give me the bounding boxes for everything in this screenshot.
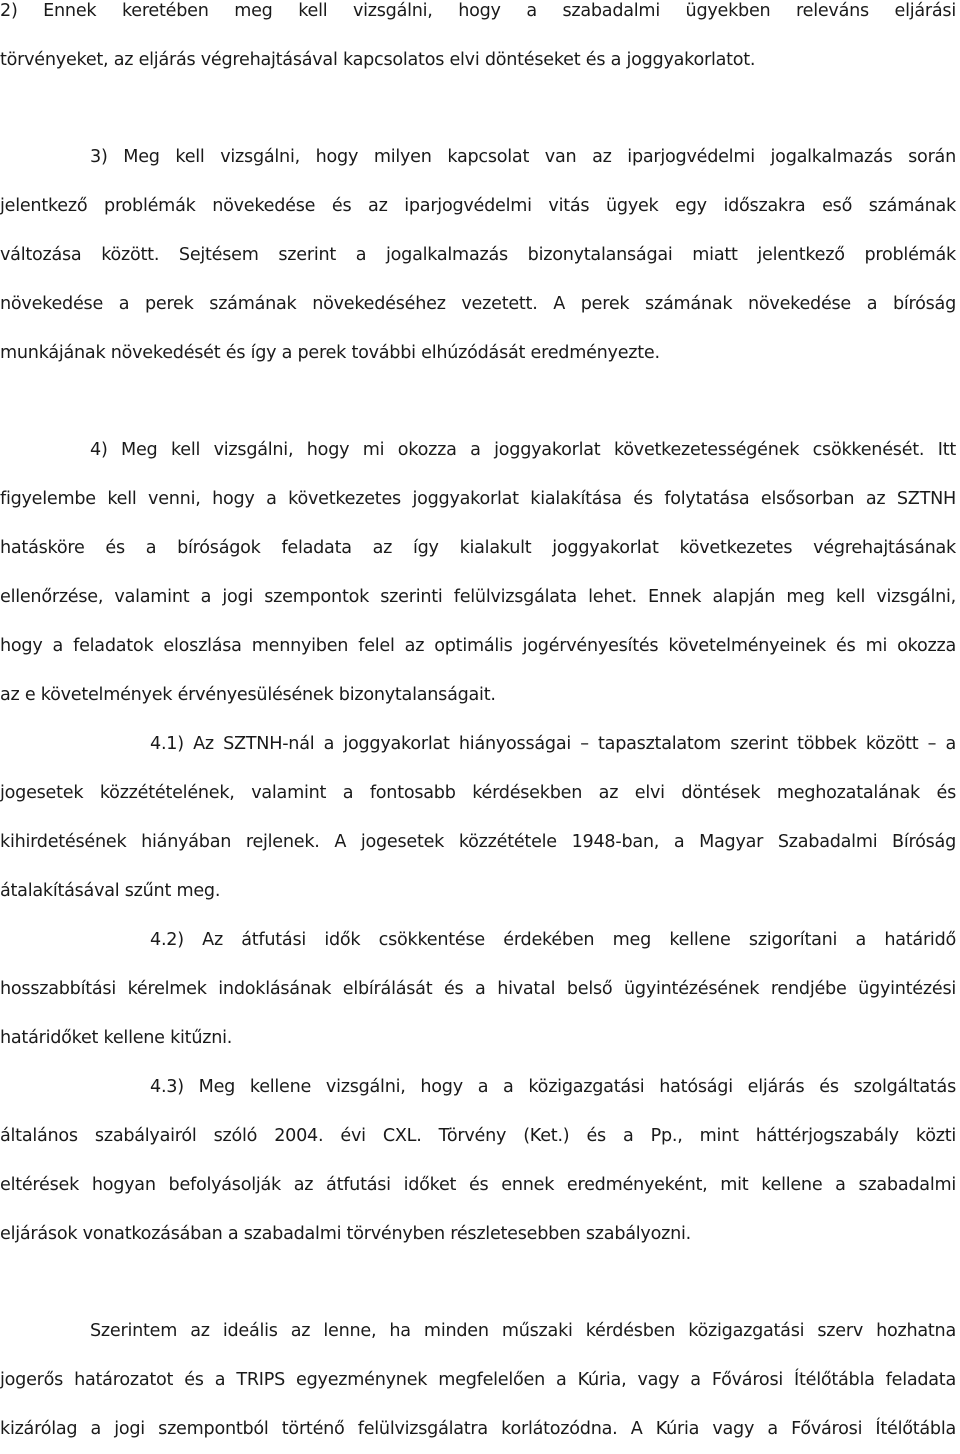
text-line: törvényeket, az eljárás végrehajtásával kapcsolatos elvi döntéseket és a joggyakorlatot. (0, 50, 756, 70)
text-line: munkájának növekedését és így a perek további elhúzódását eredményezte. (0, 343, 660, 363)
text-line: 2) Ennek keretében meg kell vizsgálni, hogy a szabadalmi ügyekben releváns eljárási (0, 1, 956, 21)
text-line: 4.1) Az SZTNH-nál a joggyakorlat hiányosságai – tapasztalatom szerint többek között – a (150, 734, 956, 754)
text-line: hosszabbítási kérelmek indoklásának elbírálását és a hivatal belső ügyintézésének rendjébe ügyintézési (0, 979, 956, 999)
paragraph-3 (0, 133, 956, 378)
text-line: kihirdetésének hiányában rejlenek. A jogesetek közzététele 1948-ban, a Magyar Szabadalmi Bíróság (0, 832, 956, 852)
paragraph-5 (0, 1307, 956, 1454)
text-line: hogy a feladatok eloszlása mennyiben felel az optimális jogérvényesítés követelményeinek és mi okozza (0, 636, 956, 656)
text-line: Szerintem az ideális az lenne, ha minden műszaki kérdésben közigazgatási szerv hozhatna (90, 1321, 956, 1341)
text-line: eltérések hogyan befolyásolják az átfutási időket és ennek eredményeként, mit kellene a szabadalmi (0, 1175, 956, 1195)
paragraph-4-3 (0, 1063, 956, 1259)
paragraph-4-2 (0, 916, 956, 1063)
text-line: hatásköre és a bíróságok feladata az így kialakult joggyakorlat következetes végrehajtásának (0, 538, 956, 558)
text-line: 4.2) Az átfutási idők csökkentése érdekében meg kellene szigorítani a határidő (150, 930, 956, 950)
text-line: általános szabályairól szóló 2004. évi CXL. Törvény (Ket.) és a Pp., mint háttérjogszabály közti (0, 1126, 956, 1146)
text-line: 4) Meg kell vizsgálni, hogy mi okozza a joggyakorlat következetességének csökkenését. Itt (90, 440, 956, 460)
text-line: kizárólag a jogi szempontból történő felülvizsgálatra korlátozódna. A Kúria vagy a Fővárosi Ítélőtábla (0, 1419, 956, 1439)
text-line: átalakításával szűnt meg. (0, 881, 221, 901)
text-line: 4.3) Meg kellene vizsgálni, hogy a a közigazgatási hatósági eljárás és szolgáltatás (150, 1077, 956, 1097)
text-line: eljárások vonatkozásában a szabadalmi törvényben részletesebben szabályozni. (0, 1224, 691, 1244)
text-line: figyelembe kell venni, hogy a következetes joggyakorlat kialakítása és folytatása elsősorban az SZTNH (0, 489, 956, 509)
text-line: 3) Meg kell vizsgálni, hogy milyen kapcsolat van az iparjogvédelmi jogalkalmazás során (90, 147, 956, 167)
text-line: jogesetek közzétételének, valamint a fontosabb kérdésekben az elvi döntések meghozatalának és (0, 783, 956, 803)
paragraph-4-1 (0, 720, 956, 916)
paragraph-4 (0, 426, 956, 720)
text-line: növekedése a perek számának növekedéséhez vezetett. A perek számának növekedése a bíróság (0, 294, 956, 314)
text-line: az e követelmények érvényesülésének bizonytalanságait. (0, 685, 496, 705)
text-line: jogerős határozatot és a TRIPS egyezménynek megfelelően a Kúria, vagy a Fővárosi Ítélőtábla feladata (0, 1370, 956, 1390)
text-line: jelentkező problémák növekedése és az iparjogvédelmi vitás ügyek egy időszakra eső számának (0, 196, 956, 216)
text-line: változása között. Sejtésem szerint a jogalkalmazás bizonytalanságai miatt jelentkező problémák (0, 245, 956, 265)
paragraph-2 (0, 0, 956, 85)
text-line: határidőket kellene kitűzni. (0, 1028, 233, 1048)
text-line: ellenőrzése, valamint a jogi szempontok szerinti felülvizsgálata lehet. Ennek alapján meg kell vizsgálni, (0, 587, 956, 607)
